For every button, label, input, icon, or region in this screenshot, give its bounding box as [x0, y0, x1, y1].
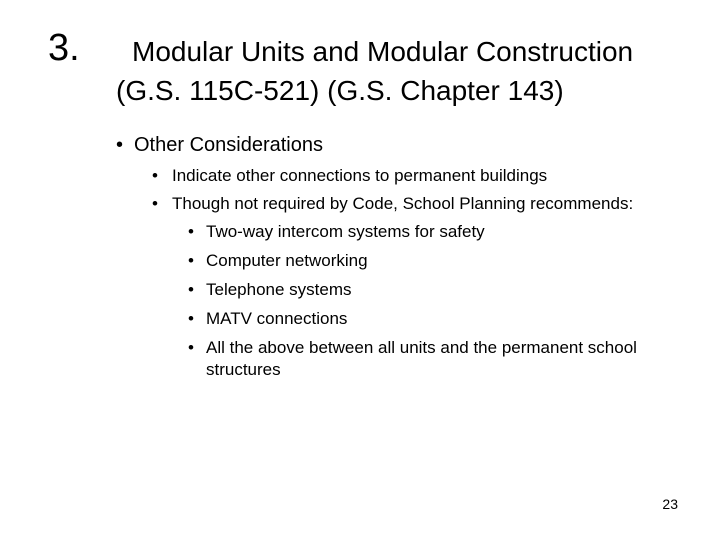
- bullet-icon: •: [188, 309, 194, 328]
- bullet-icon: •: [188, 338, 194, 357]
- list-item-text: Indicate other connections to permanent buildings: [172, 166, 548, 185]
- sub-list-item: [188, 250, 672, 272]
- sub-list-item: [188, 221, 672, 243]
- list-item: [152, 193, 672, 381]
- heading-text: Other Considerations: [134, 134, 323, 156]
- heading-bullet: [116, 132, 323, 158]
- title-line-1: Modular Units and Modular Construction: [132, 36, 634, 67]
- sub-list-item-text: Two-way intercom systems for safety: [206, 222, 485, 241]
- page-number: 23: [662, 496, 678, 512]
- bullet-icon: •: [188, 280, 194, 299]
- bullet-icon: •: [116, 134, 124, 156]
- sub-list-item: [188, 279, 672, 301]
- list-item-text: Though not required by Code, School Planning recommends:: [172, 194, 634, 213]
- slide-title: [116, 32, 706, 110]
- bullet-icon: •: [152, 194, 158, 213]
- sub-list-item-text: Telephone systems: [206, 280, 352, 299]
- sub-list-item: [188, 308, 672, 330]
- sub-list-item: [188, 337, 672, 381]
- title-line-2: (G.S. 115C-521) (G.S. Chapter 143): [116, 75, 564, 106]
- sub-list-item-text: All the above between all units and the permanent school structures: [206, 338, 637, 379]
- sub-list-item-text: MATV connections: [206, 309, 348, 328]
- sub-list-item-text: Computer networking: [206, 251, 368, 270]
- bullet-icon: •: [188, 251, 194, 270]
- recommendations-list: [188, 221, 672, 381]
- bullet-icon: •: [188, 222, 194, 241]
- list-item: [152, 165, 672, 187]
- section-number: 3.: [48, 27, 80, 69]
- bullet-icon: •: [152, 166, 158, 185]
- considerations-list: [152, 165, 672, 388]
